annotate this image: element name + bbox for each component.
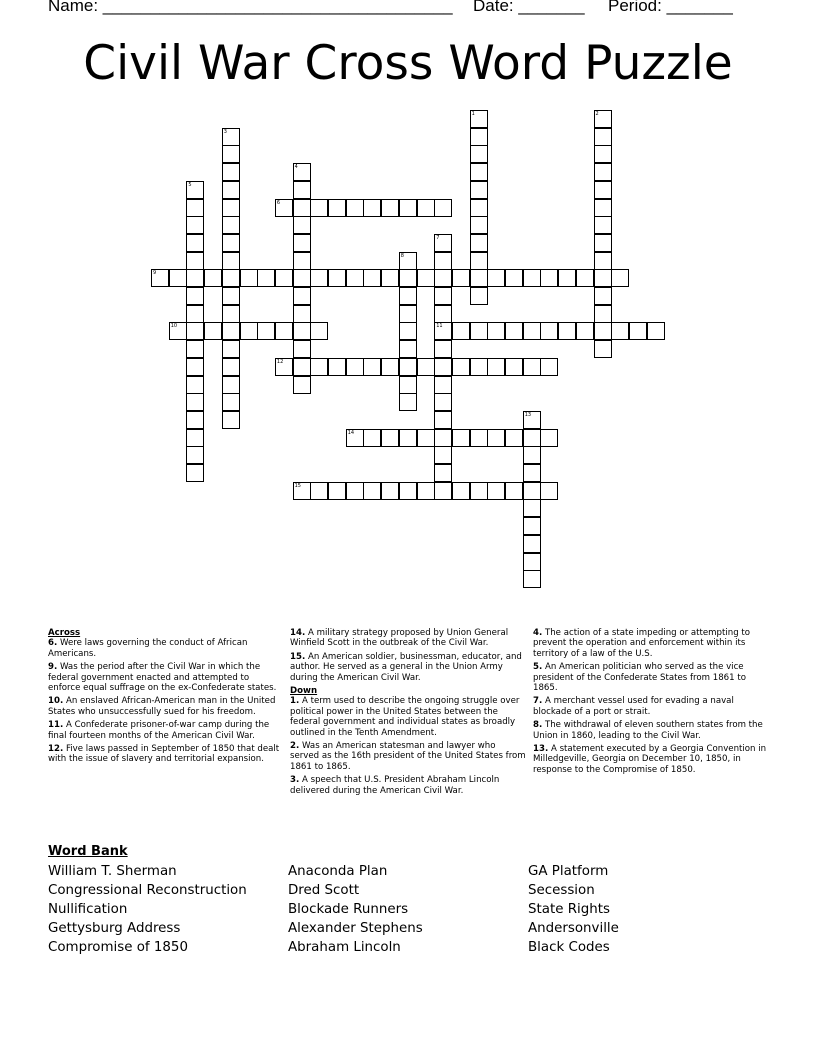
grid-cell[interactable] bbox=[293, 181, 311, 199]
word-bank-title: Word Bank bbox=[48, 844, 128, 859]
grid-cell[interactable] bbox=[186, 411, 204, 429]
grid-cell[interactable] bbox=[293, 252, 311, 270]
grid-cell[interactable] bbox=[434, 340, 452, 358]
grid-cell[interactable] bbox=[470, 234, 488, 252]
clue-number: 1 bbox=[471, 111, 475, 117]
grid-cell[interactable] bbox=[293, 322, 311, 340]
grid-cell[interactable] bbox=[523, 570, 541, 588]
clue-text: A speech that U.S. President Abraham Lincoln delivered during the American Civil War. bbox=[290, 775, 500, 796]
grid-cell[interactable] bbox=[470, 429, 488, 447]
clue-text: Was the period after the Civil War in which the federal government enacted and attempted to enforce equal suffrage on the ex-Confederate states. bbox=[48, 662, 277, 694]
grid-cell[interactable] bbox=[399, 287, 417, 305]
grid-cell[interactable] bbox=[257, 322, 275, 340]
grid-cell[interactable] bbox=[434, 464, 452, 482]
word-bank-item: Nullification bbox=[48, 902, 128, 917]
clue bbox=[48, 696, 284, 717]
clues-column-3 bbox=[533, 628, 769, 778]
grid-cell[interactable] bbox=[222, 340, 240, 358]
grid-cell[interactable] bbox=[293, 216, 311, 234]
period-field[interactable]: Period: _______ bbox=[608, 0, 733, 15]
grid-cell[interactable] bbox=[399, 269, 417, 287]
grid-cell[interactable] bbox=[293, 234, 311, 252]
grid-cell[interactable] bbox=[346, 482, 364, 500]
grid-cell[interactable] bbox=[434, 446, 452, 464]
grid-cell[interactable] bbox=[594, 163, 612, 181]
grid-cell[interactable] bbox=[399, 340, 417, 358]
grid-cell[interactable] bbox=[505, 429, 523, 447]
word-bank-item: Abraham Lincoln bbox=[288, 940, 401, 955]
grid-cell[interactable] bbox=[594, 145, 612, 163]
grid-cell[interactable] bbox=[540, 358, 558, 376]
grid-cell[interactable] bbox=[594, 340, 612, 358]
word-bank-item: Secession bbox=[528, 883, 595, 898]
grid-cell[interactable] bbox=[186, 446, 204, 464]
grid-cell[interactable] bbox=[470, 358, 488, 376]
clue bbox=[290, 741, 526, 772]
clue-label: 12. bbox=[48, 744, 64, 755]
grid-cell[interactable] bbox=[487, 482, 505, 500]
word-bank-item: Andersonville bbox=[528, 921, 619, 936]
grid-cell[interactable] bbox=[222, 145, 240, 163]
grid-cell[interactable] bbox=[346, 269, 364, 287]
grid-cell[interactable] bbox=[310, 482, 328, 500]
clue-text: An enslaved African-American man in the United States who unsuccessfully sued for his freedom. bbox=[48, 696, 276, 717]
clue-number: 7 bbox=[436, 234, 440, 241]
grid-cell[interactable] bbox=[523, 322, 541, 340]
grid-cell[interactable] bbox=[470, 322, 488, 340]
grid-cell[interactable] bbox=[594, 216, 612, 234]
grid-cell[interactable] bbox=[558, 322, 576, 340]
grid-cell[interactable] bbox=[186, 376, 204, 394]
grid-cell[interactable] bbox=[186, 358, 204, 376]
grid-cell[interactable] bbox=[452, 322, 470, 340]
grid-cell[interactable] bbox=[523, 535, 541, 553]
clue bbox=[48, 662, 284, 693]
grid-cell[interactable] bbox=[381, 429, 399, 447]
grid-cell[interactable] bbox=[222, 393, 240, 411]
grid-cell[interactable] bbox=[470, 252, 488, 270]
grid-cell[interactable] bbox=[169, 269, 187, 287]
grid-cell[interactable] bbox=[505, 482, 523, 500]
grid-cell[interactable] bbox=[470, 287, 488, 305]
grid-cell[interactable] bbox=[363, 429, 381, 447]
grid-cell[interactable] bbox=[434, 376, 452, 394]
grid-cell[interactable] bbox=[222, 163, 240, 181]
clue-text: Was an American statesman and lawyer who served as the 16th president of the United States from 1861 to 1865. bbox=[290, 741, 526, 772]
grid-cell[interactable] bbox=[222, 199, 240, 217]
grid-cell[interactable] bbox=[558, 269, 576, 287]
grid-cell[interactable] bbox=[523, 499, 541, 517]
grid-cell[interactable] bbox=[594, 305, 612, 323]
clue-number: 8 bbox=[400, 252, 404, 259]
grid-cell[interactable] bbox=[540, 482, 558, 500]
grid-cell[interactable] bbox=[293, 199, 311, 217]
clue-text: The action of a state impeding or attempting to prevent the operation and enforcement within its territory of a law of the U.S. bbox=[533, 628, 751, 659]
page-title: Civil War Cross Word Puzzle bbox=[83, 36, 733, 91]
grid-cell[interactable] bbox=[328, 358, 346, 376]
grid-cell[interactable] bbox=[540, 429, 558, 447]
date-field[interactable]: Date: _______ bbox=[473, 0, 585, 15]
grid-cell[interactable] bbox=[594, 322, 612, 340]
grid-cell[interactable] bbox=[523, 358, 541, 376]
grid-cell[interactable] bbox=[434, 269, 452, 287]
grid-cell[interactable] bbox=[629, 322, 647, 340]
grid-cell[interactable] bbox=[523, 464, 541, 482]
grid-cell[interactable] bbox=[611, 322, 629, 340]
clue bbox=[290, 652, 526, 683]
grid-cell[interactable] bbox=[204, 322, 222, 340]
clue-text: A military strategy proposed by Union General Winfield Scott in the outbreak of the Civil War. bbox=[290, 628, 509, 649]
grid-cell[interactable] bbox=[346, 199, 364, 217]
word-bank-item: Anaconda Plan bbox=[288, 864, 388, 879]
grid-cell[interactable] bbox=[186, 234, 204, 252]
grid-cell[interactable] bbox=[399, 429, 417, 447]
clue-number: 9 bbox=[153, 270, 157, 277]
grid-cell[interactable] bbox=[434, 393, 452, 411]
word-bank-column-1 bbox=[48, 862, 247, 957]
grid-cell[interactable] bbox=[363, 358, 381, 376]
clue-number: 14 bbox=[347, 429, 355, 436]
clue-label: 4. bbox=[533, 628, 543, 638]
grid-cell[interactable] bbox=[381, 482, 399, 500]
grid-cell[interactable] bbox=[399, 393, 417, 411]
grid-cell[interactable] bbox=[434, 429, 452, 447]
grid-cell[interactable] bbox=[399, 482, 417, 500]
clue-text: An American politician who served as the vice president of the Confederate States from 1861 to 1865. bbox=[533, 662, 746, 694]
grid-cell[interactable] bbox=[470, 181, 488, 199]
grid-cell[interactable] bbox=[186, 199, 204, 217]
grid-cell[interactable] bbox=[452, 269, 470, 287]
grid-cell[interactable] bbox=[594, 128, 612, 146]
word-bank-column-2 bbox=[288, 862, 423, 957]
grid-cell[interactable] bbox=[186, 287, 204, 305]
word-bank-item: GA Platform bbox=[528, 864, 609, 879]
clue-text: The withdrawal of eleven southern states from the Union in 1860, leading to the Civil War. bbox=[533, 720, 763, 741]
clue-label: 2. bbox=[290, 741, 300, 752]
grid-cell[interactable] bbox=[310, 269, 328, 287]
grid-cell[interactable] bbox=[434, 199, 452, 217]
clue-text: A statement executed by a Georgia Convention in Milledgeville, Georgia on December 10, 1850, in response to the Compromise of 1850. bbox=[533, 744, 767, 775]
grid-cell[interactable] bbox=[257, 269, 275, 287]
clue-label: 9. bbox=[48, 662, 58, 673]
clue-number: 10 bbox=[170, 323, 178, 330]
grid-cell[interactable] bbox=[523, 553, 541, 571]
grid-cell[interactable] bbox=[470, 199, 488, 217]
grid-cell[interactable] bbox=[222, 376, 240, 394]
grid-cell[interactable] bbox=[452, 358, 470, 376]
grid-cell[interactable] bbox=[434, 305, 452, 323]
grid-cell[interactable] bbox=[470, 128, 488, 146]
grid-cell[interactable] bbox=[647, 322, 665, 340]
grid-cell[interactable] bbox=[310, 322, 328, 340]
grid-cell[interactable] bbox=[222, 181, 240, 199]
grid-cell[interactable] bbox=[434, 411, 452, 429]
grid-cell[interactable] bbox=[470, 163, 488, 181]
grid-cell[interactable] bbox=[186, 216, 204, 234]
grid-cell[interactable] bbox=[186, 464, 204, 482]
grid-cell[interactable] bbox=[594, 181, 612, 199]
grid-cell[interactable] bbox=[186, 305, 204, 323]
clue-text: A Confederate prisoner-of-war camp during the final fourteen months of the American Civil War. bbox=[48, 720, 270, 741]
clue-text: A term used to describe the ongoing struggle over political power in the United States between the federal government and individual states as broadly outlined in the Tenth Amendment. bbox=[290, 696, 520, 738]
grid-cell[interactable] bbox=[346, 358, 364, 376]
grid-cell[interactable] bbox=[381, 199, 399, 217]
clue bbox=[533, 696, 769, 717]
clue-label: 13. bbox=[533, 744, 549, 755]
grid-cell[interactable] bbox=[186, 393, 204, 411]
grid-cell[interactable] bbox=[240, 269, 258, 287]
clue-number: 11 bbox=[436, 323, 443, 330]
clue bbox=[533, 662, 769, 693]
clue-label: 14. bbox=[290, 628, 306, 638]
grid-cell[interactable] bbox=[222, 411, 240, 429]
clue-number: 13 bbox=[524, 411, 532, 418]
clue-label: 1. bbox=[290, 696, 300, 707]
grid-cell[interactable] bbox=[540, 269, 558, 287]
clue bbox=[48, 720, 284, 741]
grid-cell[interactable] bbox=[611, 269, 629, 287]
grid-cell[interactable] bbox=[594, 252, 612, 270]
grid-cell[interactable] bbox=[487, 269, 505, 287]
grid-cell[interactable] bbox=[417, 482, 435, 500]
word-bank-item: Black Codes bbox=[528, 940, 610, 955]
clue-number: 6 bbox=[276, 199, 281, 206]
grid-cell[interactable] bbox=[328, 482, 346, 500]
grid-cell[interactable] bbox=[328, 269, 346, 287]
down-heading: Down bbox=[290, 686, 318, 697]
clue-text: Five laws passed in September of 1850 that dealt with the issue of slavery and territorial expansion. bbox=[48, 744, 280, 765]
grid-cell[interactable] bbox=[293, 269, 311, 287]
word-bank-item: Gettysburg Address bbox=[48, 921, 181, 936]
grid-cell[interactable] bbox=[222, 305, 240, 323]
grid-cell[interactable] bbox=[275, 322, 293, 340]
grid-cell[interactable] bbox=[222, 252, 240, 270]
clue-label: 11. bbox=[48, 720, 64, 731]
grid-cell[interactable] bbox=[417, 269, 435, 287]
grid-cell[interactable] bbox=[186, 269, 204, 287]
grid-cell[interactable] bbox=[222, 234, 240, 252]
grid-cell[interactable] bbox=[594, 269, 612, 287]
grid-cell[interactable] bbox=[204, 269, 222, 287]
grid-cell[interactable] bbox=[310, 199, 328, 217]
grid-cell[interactable] bbox=[399, 305, 417, 323]
grid-cell[interactable] bbox=[576, 322, 594, 340]
grid-cell[interactable] bbox=[363, 269, 381, 287]
grid-cell[interactable] bbox=[240, 322, 258, 340]
grid-cell[interactable] bbox=[399, 199, 417, 217]
word-bank-item: State Rights bbox=[528, 902, 610, 917]
grid-cell[interactable] bbox=[417, 199, 435, 217]
grid-cell[interactable] bbox=[505, 269, 523, 287]
clue-number: 15 bbox=[294, 482, 301, 489]
clue-number: 12 bbox=[276, 358, 284, 365]
grid-cell[interactable] bbox=[417, 429, 435, 447]
grid-cell[interactable] bbox=[399, 376, 417, 394]
grid-cell[interactable] bbox=[293, 340, 311, 358]
grid-cell[interactable] bbox=[594, 199, 612, 217]
grid-cell[interactable] bbox=[381, 269, 399, 287]
clue-number: 5 bbox=[188, 181, 192, 188]
clue-text: Were laws governing the conduct of African Americans. bbox=[48, 638, 248, 659]
grid-cell[interactable] bbox=[523, 482, 541, 500]
grid-cell[interactable] bbox=[434, 482, 452, 500]
clue-label: 7. bbox=[533, 696, 543, 707]
grid-cell[interactable] bbox=[487, 322, 505, 340]
grid-cell[interactable] bbox=[523, 517, 541, 535]
word-bank-item: William T. Sherman bbox=[48, 864, 177, 879]
clue-text: An American soldier, businessman, educator, and author. He served as a general in the Union Army during the American Civil War. bbox=[290, 651, 522, 683]
clue-label: 8. bbox=[533, 720, 543, 731]
clues-column-1 bbox=[48, 628, 284, 768]
clue bbox=[290, 775, 526, 796]
grid-cell[interactable] bbox=[470, 145, 488, 163]
grid-cell[interactable] bbox=[434, 358, 452, 376]
clue bbox=[533, 744, 769, 775]
grid-cell[interactable] bbox=[186, 322, 204, 340]
clue-label: 6. bbox=[48, 638, 58, 649]
grid-cell[interactable] bbox=[487, 429, 505, 447]
word-bank-item: Blockade Runners bbox=[288, 902, 409, 917]
grid-cell[interactable] bbox=[363, 199, 381, 217]
grid-cell[interactable] bbox=[310, 358, 328, 376]
grid-cell[interactable] bbox=[186, 340, 204, 358]
grid-cell[interactable] bbox=[417, 358, 435, 376]
grid-cell[interactable] bbox=[594, 234, 612, 252]
clue-label: 5. bbox=[533, 662, 543, 673]
grid-cell[interactable] bbox=[222, 287, 240, 305]
grid-cell[interactable] bbox=[523, 446, 541, 464]
grid-cell[interactable] bbox=[186, 252, 204, 270]
clue-label: 3. bbox=[290, 775, 300, 786]
clue bbox=[48, 744, 284, 765]
grid-cell[interactable] bbox=[381, 358, 399, 376]
clue bbox=[48, 638, 284, 659]
grid-cell[interactable] bbox=[328, 199, 346, 217]
grid-cell[interactable] bbox=[434, 287, 452, 305]
grid-cell[interactable] bbox=[222, 269, 240, 287]
word-bank-item: Dred Scott bbox=[288, 883, 360, 898]
grid-cell[interactable] bbox=[505, 322, 523, 340]
grid-cell[interactable] bbox=[293, 287, 311, 305]
clue-number: 4 bbox=[294, 164, 298, 171]
grid-cell[interactable] bbox=[293, 358, 311, 376]
word-bank-item: Alexander Stephens bbox=[288, 921, 423, 936]
grid-cell[interactable] bbox=[222, 216, 240, 234]
word-bank-column-3 bbox=[528, 862, 619, 957]
grid-cell[interactable] bbox=[452, 429, 470, 447]
clue-label: 10. bbox=[48, 696, 64, 707]
grid-cell[interactable] bbox=[293, 305, 311, 323]
clues-column-2 bbox=[290, 628, 526, 799]
clue bbox=[533, 628, 769, 659]
grid-cell[interactable] bbox=[470, 482, 488, 500]
grid-cell[interactable] bbox=[523, 269, 541, 287]
grid-cell[interactable] bbox=[186, 429, 204, 447]
grid-cell[interactable] bbox=[576, 269, 594, 287]
clue-label: 15. bbox=[290, 651, 306, 662]
grid-cell[interactable] bbox=[452, 482, 470, 500]
grid-cell[interactable] bbox=[293, 376, 311, 394]
grid-cell[interactable] bbox=[363, 482, 381, 500]
word-bank-item: Compromise of 1850 bbox=[48, 940, 188, 955]
grid-cell[interactable] bbox=[275, 269, 293, 287]
grid-cell[interactable] bbox=[222, 322, 240, 340]
clue-number: 2 bbox=[595, 111, 599, 117]
grid-cell[interactable] bbox=[594, 287, 612, 305]
grid-cell[interactable] bbox=[434, 252, 452, 270]
grid-cell[interactable] bbox=[470, 216, 488, 234]
grid-cell[interactable] bbox=[222, 358, 240, 376]
grid-cell[interactable] bbox=[470, 269, 488, 287]
grid-cell[interactable] bbox=[399, 358, 417, 376]
grid-cell[interactable] bbox=[540, 322, 558, 340]
clue bbox=[533, 720, 769, 741]
grid-cell[interactable] bbox=[505, 358, 523, 376]
grid-cell[interactable] bbox=[487, 358, 505, 376]
clue bbox=[290, 696, 526, 738]
across-heading: Across bbox=[48, 628, 81, 638]
grid-cell[interactable] bbox=[399, 322, 417, 340]
word-bank-item: Congressional Reconstruction bbox=[48, 883, 247, 898]
name-field[interactable]: Name: _____________________________________ bbox=[48, 0, 453, 15]
clue-number: 3 bbox=[223, 128, 227, 135]
clue bbox=[290, 628, 526, 649]
clue-text: A merchant vessel used for evading a naval blockade of a port or strait. bbox=[533, 696, 734, 717]
grid-cell[interactable] bbox=[523, 429, 541, 447]
